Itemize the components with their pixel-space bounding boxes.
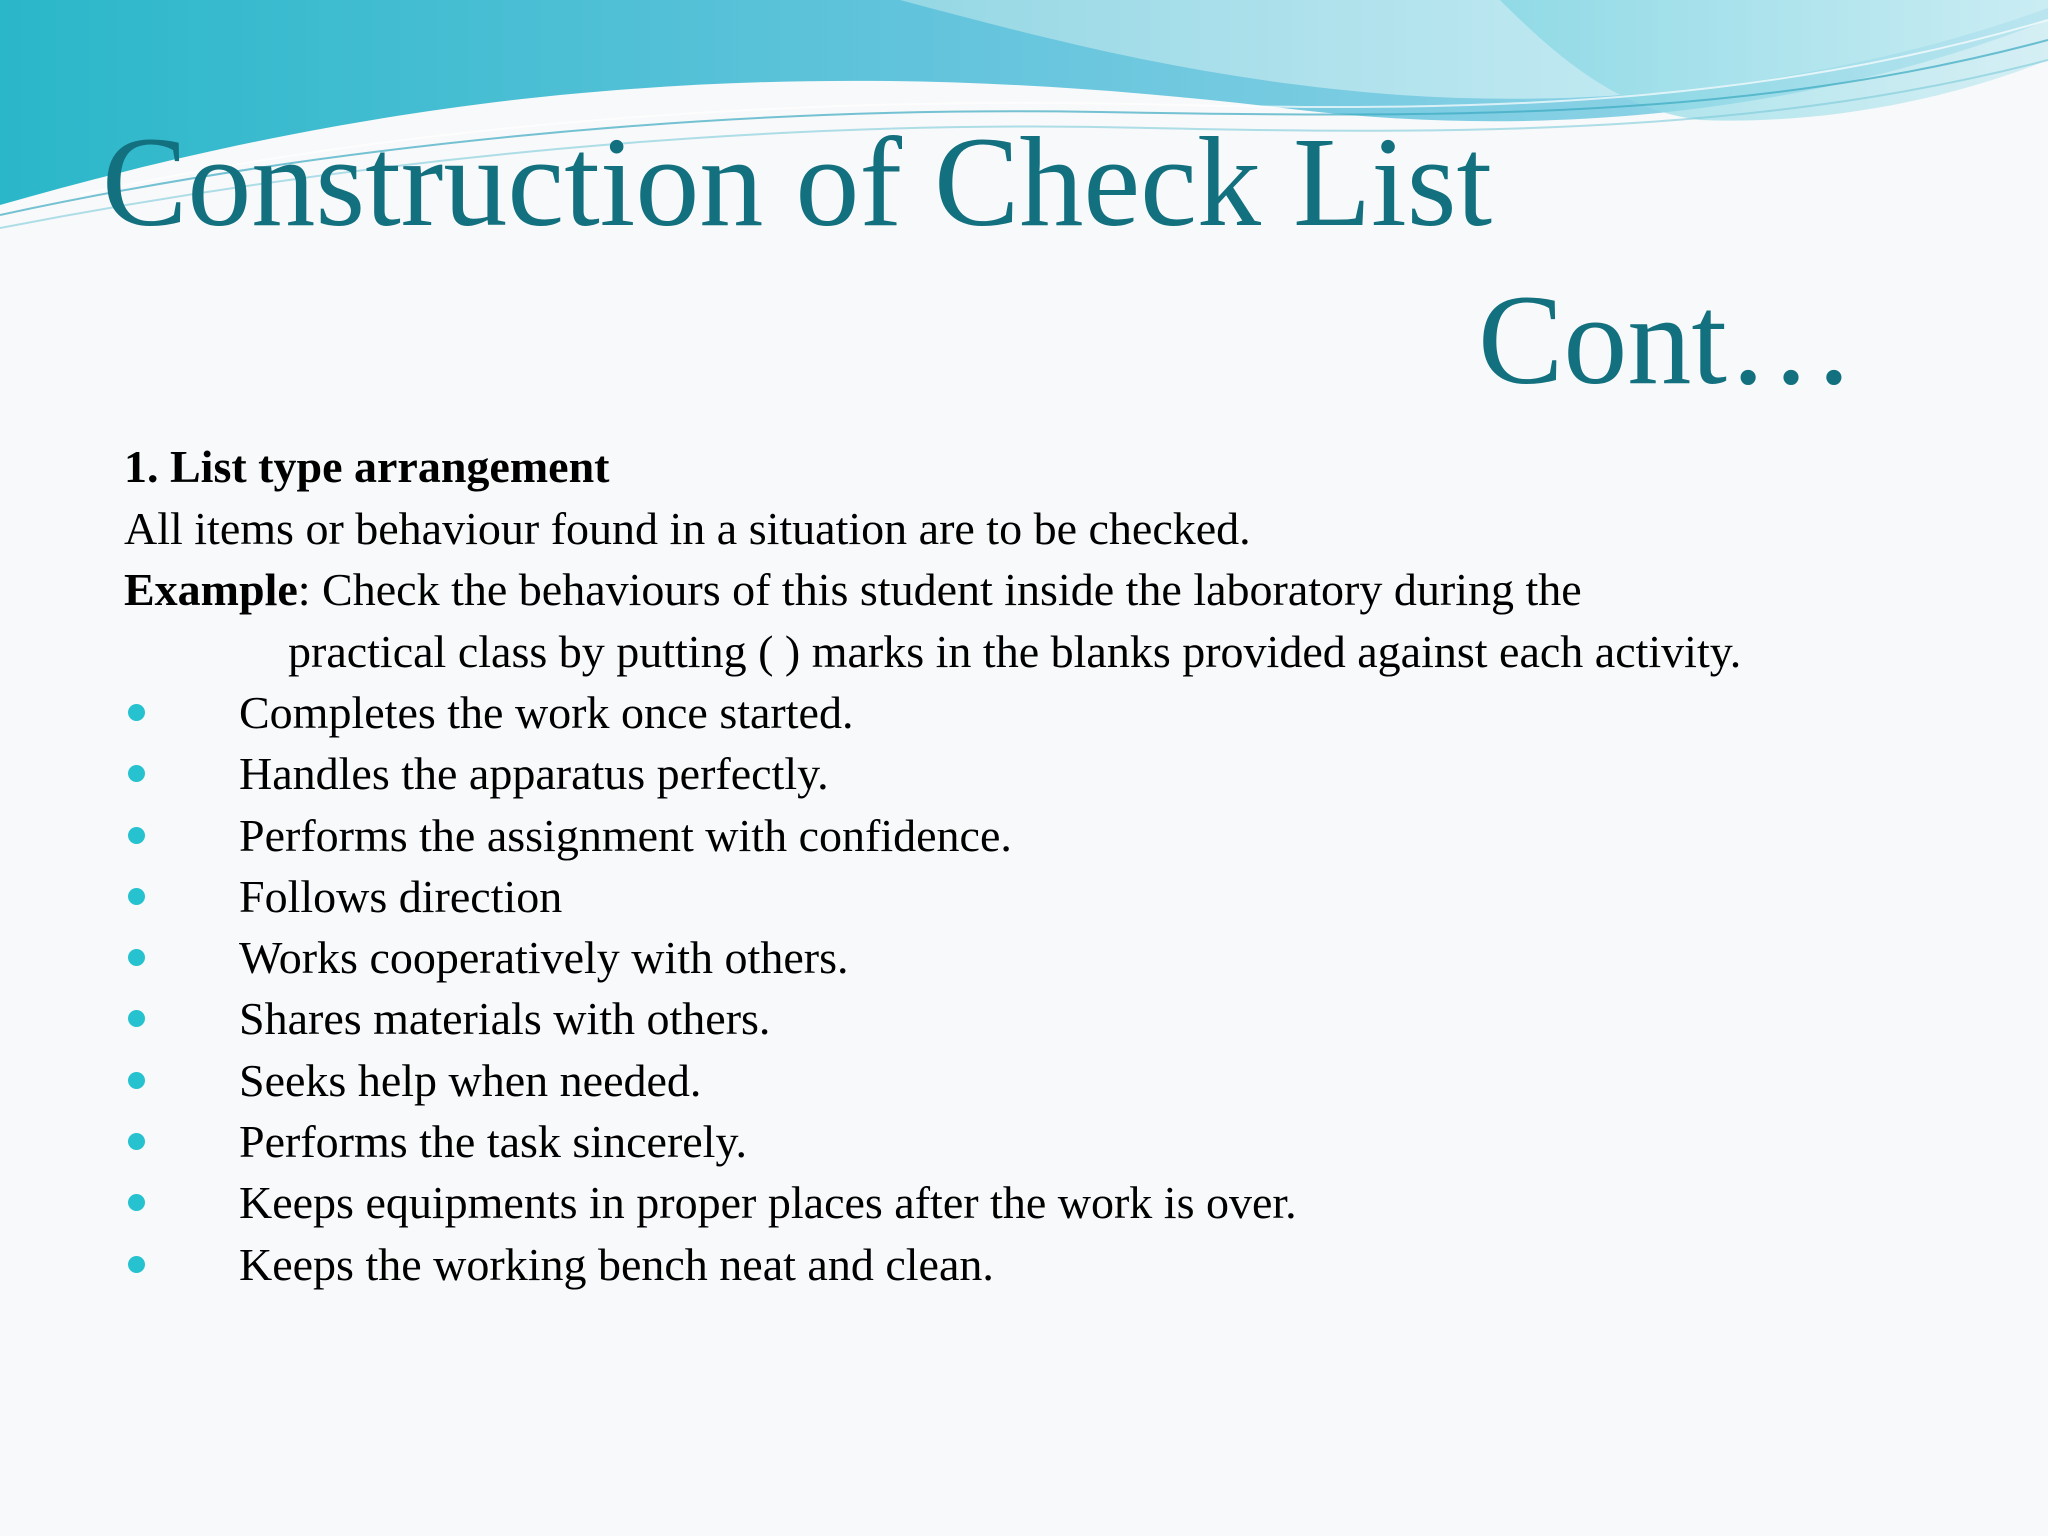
list-item-text: Shares materials with others. <box>239 993 771 1045</box>
bullet-icon <box>128 1256 145 1273</box>
list-item-text: Performs the task sincerely. <box>239 1116 747 1168</box>
example-text: : Check the behaviours of this student inside the laboratory during the <box>297 564 1582 615</box>
bullet-icon <box>128 704 145 721</box>
slide-title: Construction of Check List <box>102 111 1493 253</box>
section-description: All items or behaviour found in a situation are to be checked. <box>124 503 1251 554</box>
list-item-text: Performs the assignment with confidence. <box>239 809 1012 861</box>
list-item-text: Keeps the working bench neat and clean. <box>239 1238 994 1290</box>
bullet-icon <box>128 1072 145 1089</box>
list-item-text: Keeps equipments in proper places after the work is over. <box>239 1177 1297 1229</box>
bullet-icon <box>128 888 145 905</box>
example-line <box>124 564 1582 615</box>
bullet-icon <box>128 1194 145 1211</box>
list-item-text: Follows direction <box>239 870 563 922</box>
list-item-text: Handles the apparatus perfectly. <box>239 748 829 800</box>
slide-title-continuation: Cont… <box>1478 269 1855 411</box>
section-heading: 1. List type arrangement <box>124 441 610 492</box>
list-item-text: Works cooperatively with others. <box>239 932 849 984</box>
bullet-icon <box>128 765 145 782</box>
bullet-icon <box>128 1010 145 1027</box>
example-continuation: practical class by putting ( ) marks in the blanks provided against each activity. <box>288 626 1742 677</box>
list-item-text: Completes the work once started. <box>239 687 854 738</box>
bullet-icon <box>128 827 145 844</box>
bullet-icon <box>128 1133 145 1150</box>
bullet-icon <box>128 949 145 966</box>
list-item-text: Seeks help when needed. <box>239 1054 702 1106</box>
example-label: Example <box>124 564 298 615</box>
